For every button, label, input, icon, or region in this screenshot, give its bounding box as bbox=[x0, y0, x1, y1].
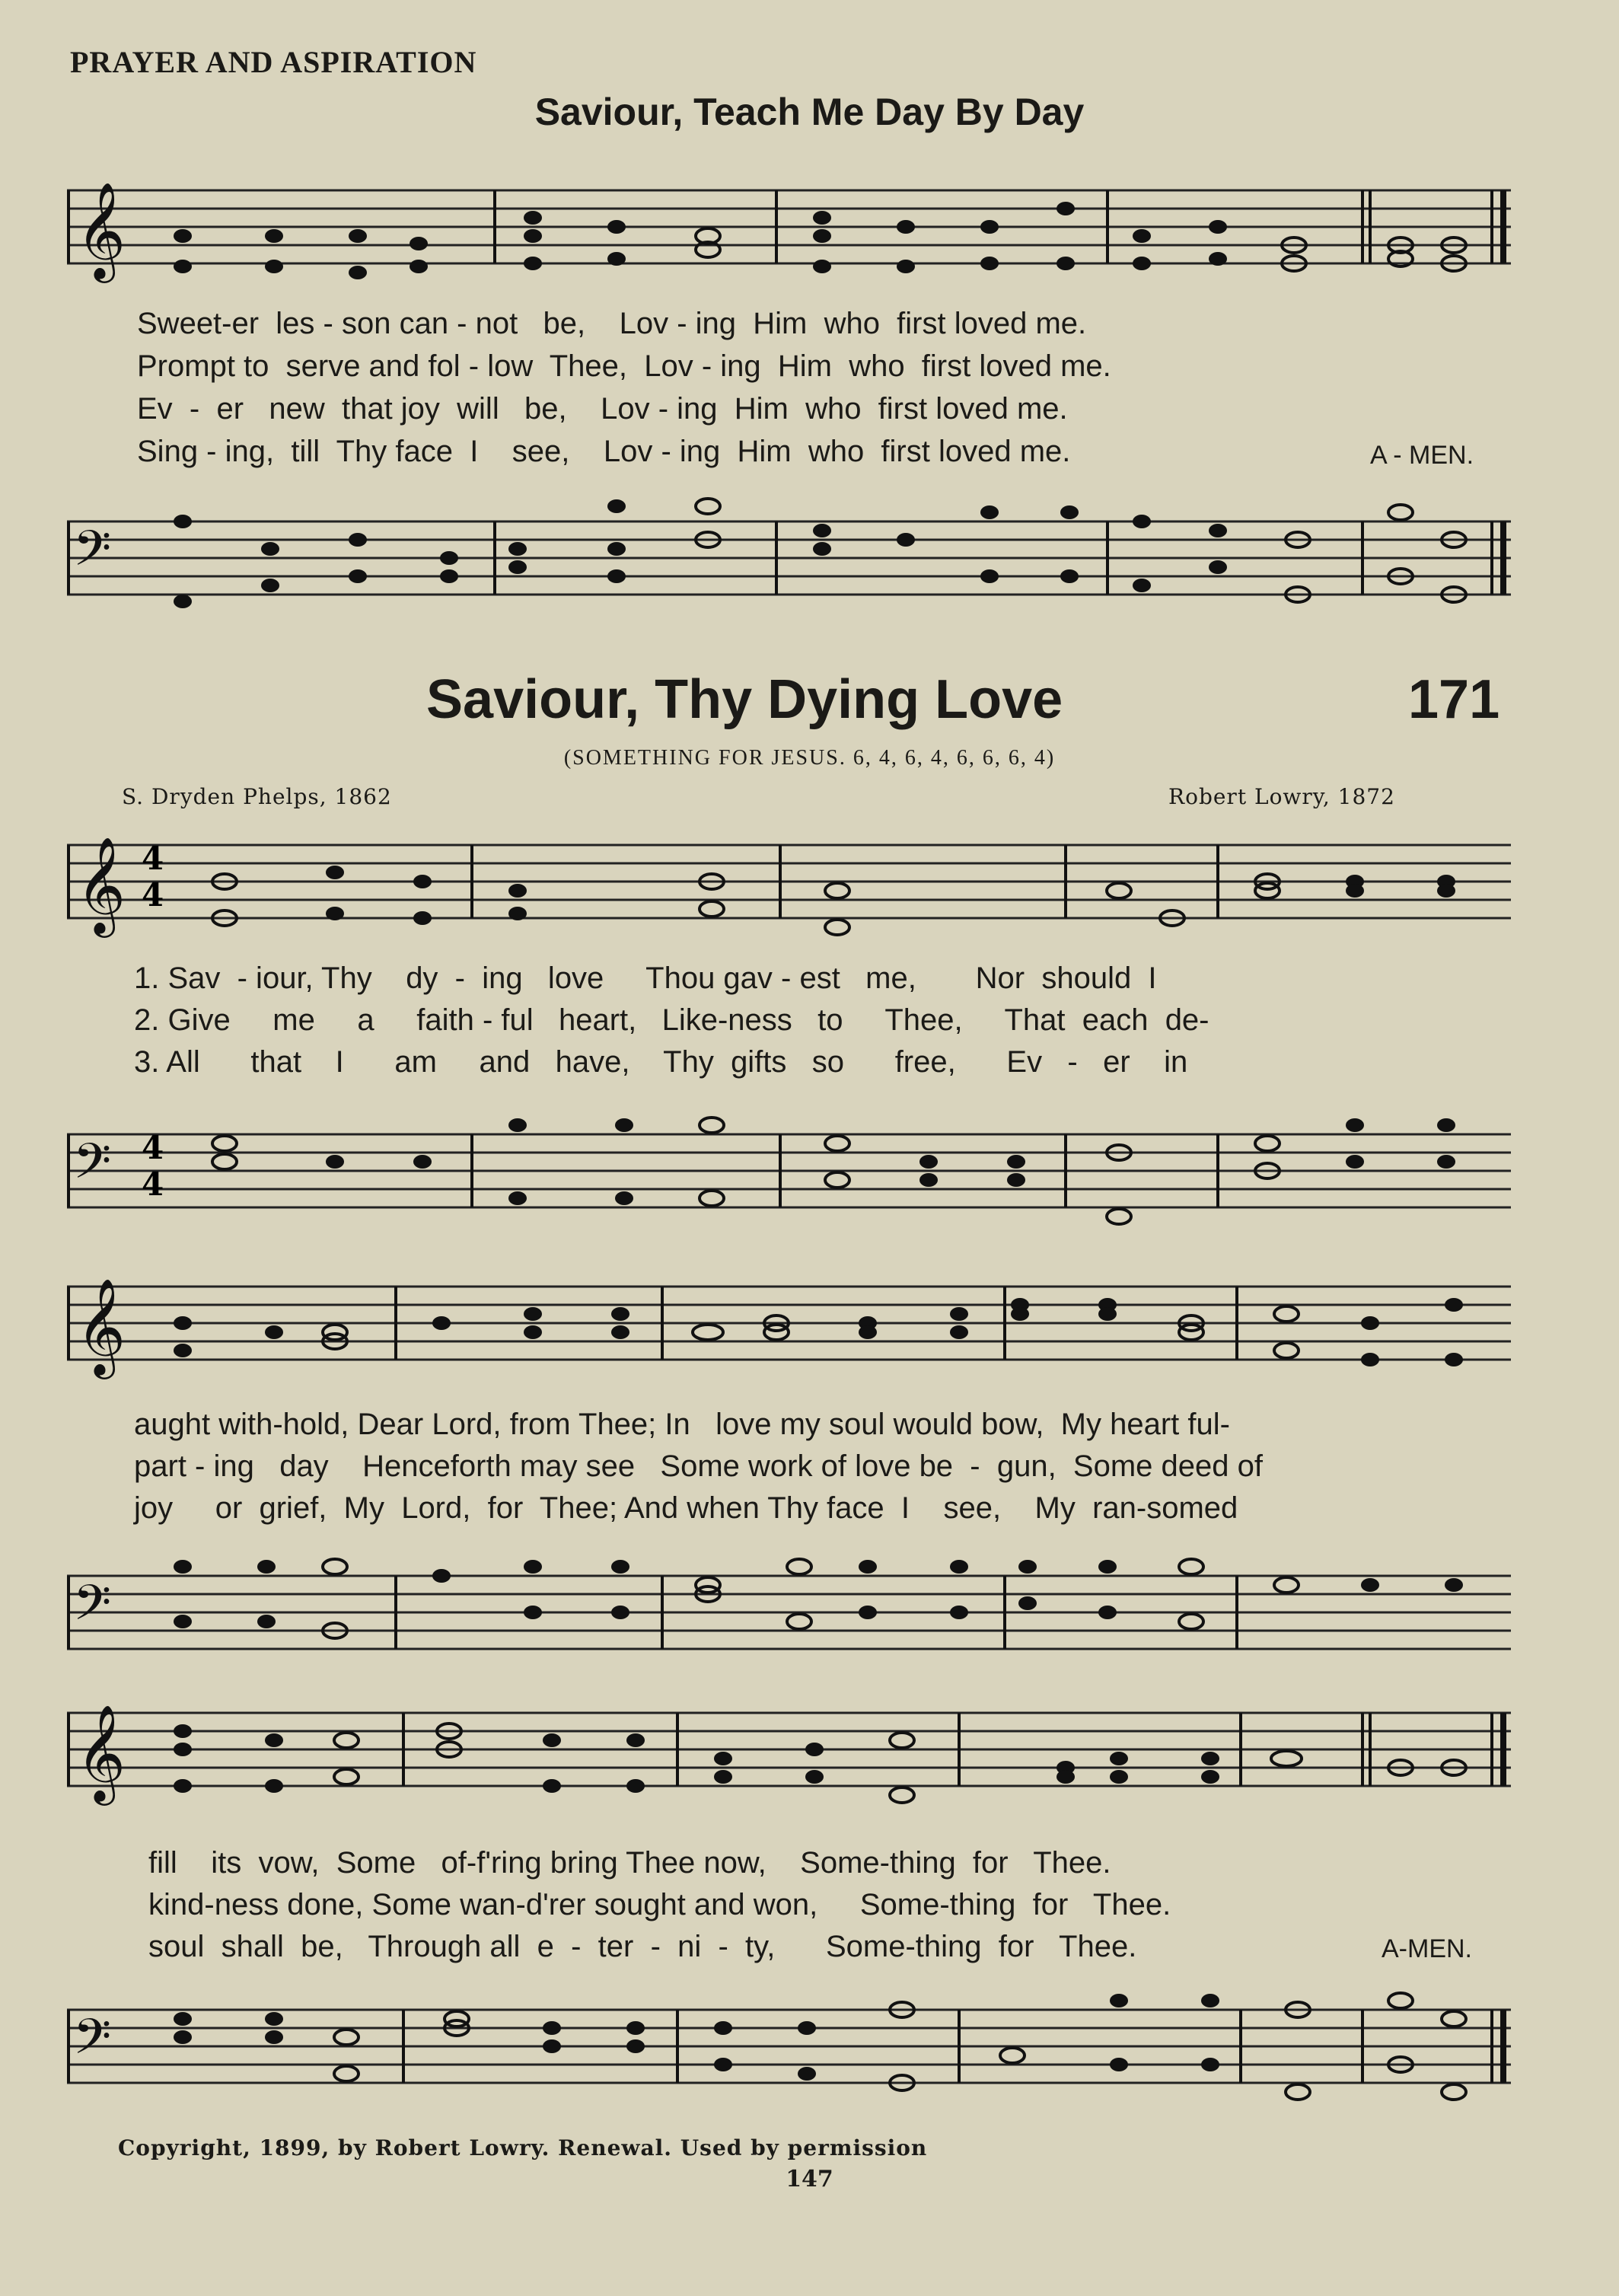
composer-credit: Robert Lowry, 1872 bbox=[1168, 784, 1395, 809]
system3-lyric-1: fill its vow, Some of-f'ring bring Thee now, Some-thing for Thee. bbox=[148, 1846, 1111, 1880]
system3-lyric-3: soul shall be, Through all e - ter - ni - ty, Some-thing for Thee. bbox=[148, 1930, 1137, 1963]
bass-clef-icon: 𝄢 bbox=[73, 1575, 112, 1644]
system1-treble-staff bbox=[0, 830, 1619, 959]
top-lyric-4: Sing - ing, till Thy face I see, Lov - ing Him who first loved me. bbox=[137, 435, 1071, 468]
time-signature-bottom: 4 bbox=[142, 876, 164, 914]
page-number: 147 bbox=[786, 2166, 833, 2192]
hymn-number: 171 bbox=[1408, 669, 1500, 730]
hymn-title-top: Saviour, Teach Me Day By Day bbox=[534, 91, 1085, 133]
system3-lyric-2: kind-ness done, Some wan-d'rer sought and won, Some-thing for Thee. bbox=[148, 1888, 1171, 1921]
bass-clef-icon: 𝄢 bbox=[73, 1134, 112, 1202]
system1-bass-staff bbox=[0, 1104, 1619, 1233]
system3-treble-staff bbox=[0, 1682, 1619, 1812]
hymn-title-main: Saviour, Thy Dying Love bbox=[426, 669, 1063, 730]
system2-lyric-1: aught with-hold, Dear Lord, from Thee; In love my soul would bow, My heart ful- bbox=[134, 1408, 1230, 1441]
copyright-notice: Copyright, 1899, by Robert Lowry. Renewal. Used by permission bbox=[118, 2135, 928, 2160]
system1-lyric-3: 3. All that I am and have, Thy gifts so free, Ev - er in bbox=[134, 1045, 1188, 1079]
treble-clef-icon: 𝄞 bbox=[76, 1704, 126, 1801]
system2-bass-staff bbox=[0, 1545, 1619, 1675]
treble-clef-icon: 𝄞 bbox=[76, 181, 126, 279]
system1-lyric-2: 2. Give me a faith - ful heart, Like-ness to Thee, That each de- bbox=[134, 1003, 1209, 1037]
top-amen: A - MEN. bbox=[1370, 441, 1474, 470]
main-amen: A-MEN. bbox=[1382, 1934, 1472, 1963]
top-lyric-2: Prompt to serve and fol - low Thee, Lov - ing Him who first loved me. bbox=[137, 349, 1111, 383]
system2-lyric-3: joy or grief, My Lord, for Thee; And when Thy face I see, My ran-somed bbox=[134, 1491, 1238, 1525]
system1-lyric-1: 1. Sav - iour, Thy dy - ing love Thou gav - est me, Nor should I bbox=[134, 961, 1157, 995]
system3-bass-staff bbox=[0, 1979, 1619, 2109]
time-signature-top: 4 bbox=[142, 1129, 164, 1166]
top-bass-staff bbox=[0, 499, 1619, 643]
system2-lyric-2: part - ing day Henceforth may see Some work of love be - gun, Some deed of bbox=[134, 1449, 1263, 1483]
system2-treble-staff bbox=[0, 1256, 1619, 1386]
bass-clef-icon: 𝄢 bbox=[73, 2009, 112, 2078]
top-lyric-3: Ev - er new that joy will be, Lov - ing Him who first loved me. bbox=[137, 392, 1068, 426]
top-lyric-1: Sweet-er les - son can - not be, Lov - ing Him who first loved me. bbox=[137, 307, 1087, 340]
treble-clef-icon: 𝄞 bbox=[76, 1277, 126, 1375]
treble-clef-icon: 𝄞 bbox=[76, 836, 126, 933]
section-heading: PRAYER AND ASPIRATION bbox=[70, 45, 477, 79]
tune-meter-line: (SOMETHING FOR JESUS. 6, 4, 6, 4, 6, 6, 6, 4) bbox=[563, 746, 1056, 770]
time-signature-bottom: 4 bbox=[142, 1166, 164, 1203]
author-credit: S. Dryden Phelps, 1862 bbox=[122, 784, 392, 809]
top-treble-staff bbox=[0, 175, 1619, 282]
bass-clef-icon: 𝄢 bbox=[73, 521, 112, 589]
time-signature-top: 4 bbox=[142, 840, 164, 877]
